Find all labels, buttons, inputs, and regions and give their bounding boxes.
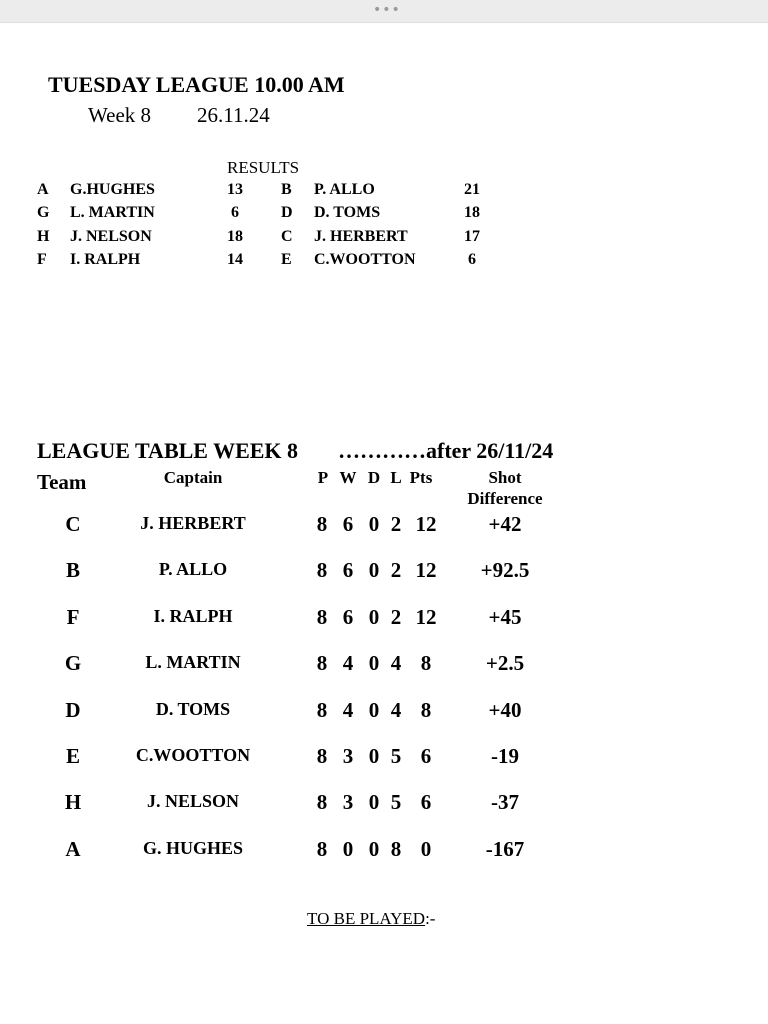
table-played: 8 — [316, 651, 328, 676]
table-shot-difference: -19 — [491, 744, 519, 768]
page-title: TUESDAY LEAGUE 10.00 AM — [48, 72, 345, 97]
table-team: H — [64, 790, 82, 815]
table-shot-difference: -37 — [491, 790, 519, 815]
table-won: 4 — [342, 697, 354, 722]
more-options-icon[interactable]: ••• — [373, 2, 401, 18]
header-captain: Captain — [163, 468, 223, 487]
table-captain: J. NELSON — [146, 791, 240, 812]
header-lost: L — [390, 468, 402, 487]
header-drawn: D — [367, 468, 381, 487]
table-played: 8 — [316, 512, 328, 536]
result-team-1: H — [37, 228, 50, 245]
result-score-1: 14 — [227, 251, 243, 268]
table-lost: 5 — [390, 744, 402, 768]
table-lost: 2 — [390, 512, 402, 536]
result-team-1: A — [37, 181, 49, 198]
table-won: 6 — [342, 512, 354, 536]
table-team: A — [65, 836, 81, 861]
table-won: 0 — [342, 836, 354, 861]
table-drawn: 0 — [368, 558, 380, 583]
table-points: 6 — [420, 744, 432, 768]
header-played: P — [317, 468, 329, 487]
table-played: 8 — [316, 744, 328, 768]
result-team-2: B — [281, 181, 292, 198]
table-lost: 4 — [390, 697, 402, 722]
league-table-title: LEAGUE TABLE WEEK 8 — [37, 438, 299, 463]
to-be-played-label: TO BE PLAYED — [307, 909, 426, 928]
table-team: E — [65, 744, 81, 768]
table-lost: 4 — [390, 651, 402, 676]
result-score-1: 6 — [231, 204, 239, 221]
table-captain: P. ALLO — [158, 559, 228, 580]
table-shot-difference: +2.5 — [485, 651, 525, 676]
table-drawn: 0 — [368, 697, 380, 722]
result-team-1: F — [37, 251, 47, 268]
table-shot-difference: -167 — [485, 836, 525, 861]
table-points: 8 — [420, 651, 432, 676]
table-points: 8 — [420, 697, 432, 722]
result-team-1: G — [37, 204, 50, 221]
table-won: 3 — [342, 744, 354, 768]
table-played: 8 — [316, 604, 328, 629]
table-team: F — [66, 604, 80, 629]
table-shot-difference: +40 — [488, 697, 522, 722]
result-score-1: 18 — [227, 228, 243, 245]
table-shot-difference: +45 — [488, 604, 522, 629]
table-played: 8 — [316, 697, 328, 722]
header-won: W — [339, 468, 357, 487]
league-table-after-date: …………after 26/11/24 — [338, 438, 554, 463]
table-won: 6 — [342, 604, 354, 629]
result-captain-2: C.WOOTTON — [314, 251, 416, 268]
result-team-2: E — [281, 251, 292, 268]
result-captain-1: I. RALPH — [70, 251, 141, 268]
result-captain-1: G.HUGHES — [70, 181, 155, 198]
result-captain-2: D. TOMS — [314, 204, 381, 221]
table-lost: 8 — [390, 836, 402, 861]
table-captain: L. MARTIN — [145, 652, 241, 673]
table-team: C — [65, 512, 81, 536]
to-be-played-suffix: :- — [425, 909, 436, 928]
table-captain: G. HUGHES — [142, 837, 244, 858]
result-captain-1: L. MARTIN — [70, 204, 155, 221]
table-captain: J. HERBERT — [140, 513, 246, 533]
table-drawn: 0 — [368, 512, 380, 536]
result-captain-2: P. ALLO — [314, 181, 375, 198]
table-drawn: 0 — [368, 604, 380, 629]
table-captain: I. RALPH — [153, 605, 233, 626]
result-score-2: 6 — [468, 251, 476, 268]
table-team: B — [65, 558, 81, 583]
result-score-2: 21 — [464, 181, 480, 198]
result-score-1: 13 — [227, 181, 243, 198]
result-score-2: 17 — [464, 228, 480, 245]
header-points: Pts — [409, 468, 433, 487]
table-drawn: 0 — [368, 836, 380, 861]
table-played: 8 — [316, 558, 328, 583]
week-label: Week 8 — [88, 103, 152, 127]
table-points: 6 — [420, 790, 432, 815]
table-team: D — [65, 697, 81, 722]
table-team: G — [64, 651, 82, 676]
date-label: 26.11.24 — [197, 103, 270, 127]
table-drawn: 0 — [368, 651, 380, 676]
table-won: 3 — [342, 790, 354, 815]
table-played: 8 — [316, 790, 328, 815]
table-drawn: 0 — [368, 790, 380, 815]
table-drawn: 0 — [368, 744, 380, 768]
table-lost: 5 — [390, 790, 402, 815]
top-toolbar — [0, 0, 768, 23]
result-team-2: C — [281, 228, 293, 245]
header-shot: Shot — [488, 468, 522, 487]
header-difference: Difference — [467, 489, 543, 508]
table-lost: 2 — [390, 604, 402, 629]
table-won: 6 — [342, 558, 354, 583]
table-played: 8 — [316, 836, 328, 861]
table-captain: C.WOOTTON — [135, 745, 251, 765]
results-heading: RESULTS — [227, 158, 300, 177]
result-score-2: 18 — [464, 204, 480, 221]
table-captain: D. TOMS — [155, 698, 231, 719]
result-team-2: D — [281, 204, 293, 221]
table-won: 4 — [342, 651, 354, 676]
table-points: 12 — [415, 558, 437, 583]
table-points: 12 — [415, 604, 437, 629]
result-captain-1: J. NELSON — [70, 228, 152, 245]
table-shot-difference: +92.5 — [480, 558, 530, 583]
header-team: Team — [37, 470, 87, 494]
table-lost: 2 — [390, 558, 402, 583]
table-points: 0 — [420, 836, 432, 861]
result-captain-2: J. HERBERT — [314, 228, 408, 245]
to-be-played-heading — [307, 909, 435, 929]
table-shot-difference: +42 — [488, 512, 522, 536]
table-points: 12 — [415, 512, 437, 536]
